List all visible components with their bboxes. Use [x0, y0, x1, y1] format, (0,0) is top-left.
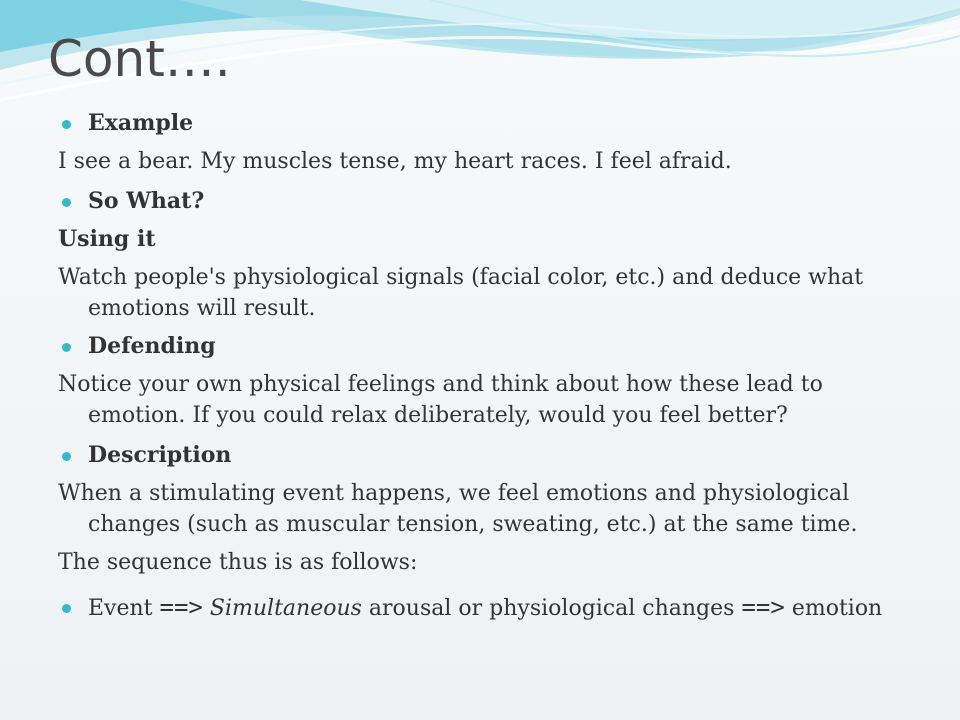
defending-text: Notice your own physical feelings and think about how these lead to emotion. If you could relax deliberately, would you feel better? — [58, 372, 823, 428]
sequence-simultaneous: Simultaneous — [209, 596, 362, 621]
bullet-dot — [62, 604, 71, 613]
example-text: I see a bear. My muscles tense, my heart races. I feel afraid. — [58, 149, 732, 174]
arrow-2: ==> — [741, 593, 785, 621]
sowhat-heading: So What? — [88, 188, 205, 214]
bullet-description — [58, 440, 918, 471]
bullet-dot — [62, 343, 71, 352]
using-heading: Using it — [58, 226, 156, 252]
description-heading: Description — [88, 442, 232, 468]
example-heading: Example — [88, 110, 194, 136]
bullet-so-what — [58, 186, 918, 217]
bullet-example — [58, 108, 918, 139]
sequence-end: emotion — [791, 596, 883, 621]
using-text: Watch people's physiological signals (facial color, etc.) and deduce what emotions will result. — [58, 265, 864, 321]
bullet-sequence — [58, 592, 918, 624]
bullet-dot — [62, 120, 71, 129]
sequence-text: The sequence thus is as follows: — [58, 550, 418, 575]
bullet-dot — [62, 198, 71, 207]
defending-heading: Defending — [88, 333, 216, 359]
bullet-defending — [58, 331, 918, 362]
slide-content — [58, 108, 918, 624]
description-text: When a stimulating event happens, we feel emotions and physiological changes (such as muscular tension, sweating, etc.) at the same time. — [58, 481, 858, 537]
sequence-middle: arousal or physiological changes — [368, 596, 735, 621]
sequence-event: Event — [88, 596, 153, 621]
slide-title: Cont…. — [48, 30, 231, 88]
bullet-dot — [62, 452, 71, 461]
arrow-1: ==> — [159, 593, 203, 621]
